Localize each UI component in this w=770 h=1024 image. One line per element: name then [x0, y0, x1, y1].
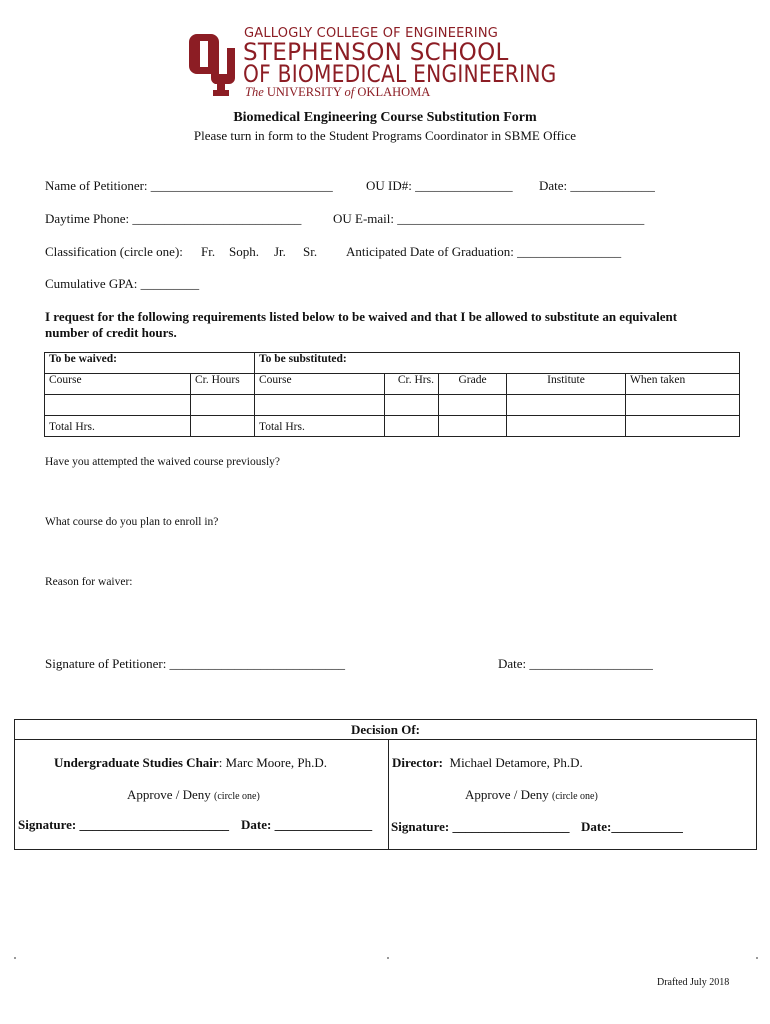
- total-substituted-hours[interactable]: [385, 416, 439, 437]
- date-field[interactable]: Date: _____________: [539, 178, 655, 193]
- table-group-row: [45, 353, 740, 374]
- group-substituted-header: To be substituted:: [255, 353, 740, 374]
- director-signature-field[interactable]: Signature: __________________: [391, 819, 570, 834]
- substitution-table: [44, 352, 740, 437]
- chair-signature-field[interactable]: Signature: _______________________: [18, 817, 230, 832]
- logo-college-name: GALLOGLY COLLEGE OF ENGINEERING: [244, 26, 499, 41]
- director-label: [392, 755, 583, 771]
- table-cell[interactable]: [507, 416, 626, 437]
- col-sub-hours: Cr. Hrs.: [385, 374, 439, 395]
- table-cell[interactable]: [385, 395, 439, 416]
- director-circle-one: (circle one): [552, 791, 598, 802]
- director-name: Michael Detamore, Ph.D.: [449, 755, 583, 770]
- table-row[interactable]: [45, 395, 740, 416]
- email-field[interactable]: OU E-mail: ______________________________________: [333, 211, 645, 226]
- chair-label: [54, 755, 327, 771]
- col-institute: Institute: [507, 374, 626, 395]
- table-cell[interactable]: [45, 395, 191, 416]
- director-role: Director:: [392, 755, 444, 770]
- drafted-date: Drafted July 2018: [657, 977, 730, 988]
- total-waived-hours[interactable]: [191, 416, 255, 437]
- total-waived-label: Total Hrs.: [45, 416, 191, 437]
- chair-date-field[interactable]: Date: _______________: [241, 817, 373, 832]
- footer-dot: [387, 957, 389, 959]
- chair-role: Undergraduate Studies Chair: [54, 755, 219, 770]
- col-sub-course: Course: [255, 374, 385, 395]
- total-substituted-label: Total Hrs.: [255, 416, 385, 437]
- decision-divider: [388, 739, 389, 850]
- class-option-soph[interactable]: Soph.: [229, 244, 259, 259]
- logo-university-name: [245, 85, 430, 100]
- chair-name: : Marc Moore, Ph.D.: [218, 755, 328, 770]
- ou-id-field[interactable]: OU ID#: _______________: [366, 178, 513, 193]
- chair-circle-one: (circle one): [214, 791, 260, 802]
- col-grade: Grade: [439, 374, 507, 395]
- logo-school-name-2: OF BIOMEDICAL ENGINEERING: [243, 60, 557, 88]
- enroll-question: What course do you plan to enroll in?: [45, 516, 219, 528]
- table-cell[interactable]: [507, 395, 626, 416]
- logo-school-name: STEPHENSON SCHOOL: [243, 38, 509, 66]
- director-date-field[interactable]: Date:___________: [581, 819, 683, 834]
- table-header-row: [45, 374, 740, 395]
- request-statement-line2: number of credit hours.: [45, 325, 177, 340]
- class-option-fr[interactable]: Fr.: [201, 244, 216, 259]
- phone-field[interactable]: Daytime Phone: __________________________: [45, 211, 302, 226]
- footer-dot: [14, 957, 16, 959]
- table-cell[interactable]: [626, 395, 740, 416]
- request-statement-line1: I request for the following requirements listed below to be waived and that I be allowed to substitute an equivalent: [45, 309, 678, 324]
- group-waived-header: To be waived:: [45, 353, 255, 374]
- chair-approve-label: Approve / Deny: [127, 787, 211, 802]
- petitioner-signature-field[interactable]: Signature of Petitioner: ___________________________: [45, 656, 346, 671]
- logo-university: UNIVERSITY: [266, 85, 342, 99]
- table-cell[interactable]: [191, 395, 255, 416]
- class-option-sr[interactable]: Sr.: [303, 244, 318, 259]
- gpa-field[interactable]: Cumulative GPA: _________: [45, 276, 200, 291]
- logo-of: of: [344, 85, 355, 99]
- class-option-jr[interactable]: Jr.: [274, 244, 286, 259]
- table-cell[interactable]: [439, 416, 507, 437]
- classification-label: Classification (circle one):: [45, 244, 183, 259]
- graduation-field[interactable]: Anticipated Date of Graduation: ________________: [346, 244, 622, 259]
- col-when-taken: When taken: [626, 374, 740, 395]
- form-title: Biomedical Engineering Course Substitution Form: [233, 110, 537, 125]
- form-subtitle: Please turn in form to the Student Programs Coordinator in SBME Office: [193, 128, 577, 143]
- table-cell[interactable]: [255, 395, 385, 416]
- attempted-question: Have you attempted the waived course previously?: [45, 456, 281, 468]
- name-field[interactable]: Name of Petitioner: ____________________________: [45, 178, 333, 193]
- reason-question: Reason for waiver:: [45, 576, 133, 588]
- col-waived-course: Course: [45, 374, 191, 395]
- logo-the: The: [245, 85, 264, 99]
- decision-heading: Decision Of:: [15, 720, 756, 740]
- ou-logo-icon: [189, 30, 239, 96]
- director-approve-deny[interactable]: [465, 787, 598, 803]
- petitioner-date-field[interactable]: Date: ___________________: [498, 656, 653, 671]
- chair-approve-deny[interactable]: [127, 787, 260, 803]
- table-cell[interactable]: [439, 395, 507, 416]
- director-approve-label: Approve / Deny: [465, 787, 549, 802]
- table-cell[interactable]: [626, 416, 740, 437]
- logo-oklahoma: OKLAHOMA: [357, 85, 431, 99]
- footer-dot: [756, 957, 758, 959]
- decision-box: [14, 719, 757, 850]
- col-waived-hours: Cr. Hours: [191, 374, 255, 395]
- table-total-row: [45, 416, 740, 437]
